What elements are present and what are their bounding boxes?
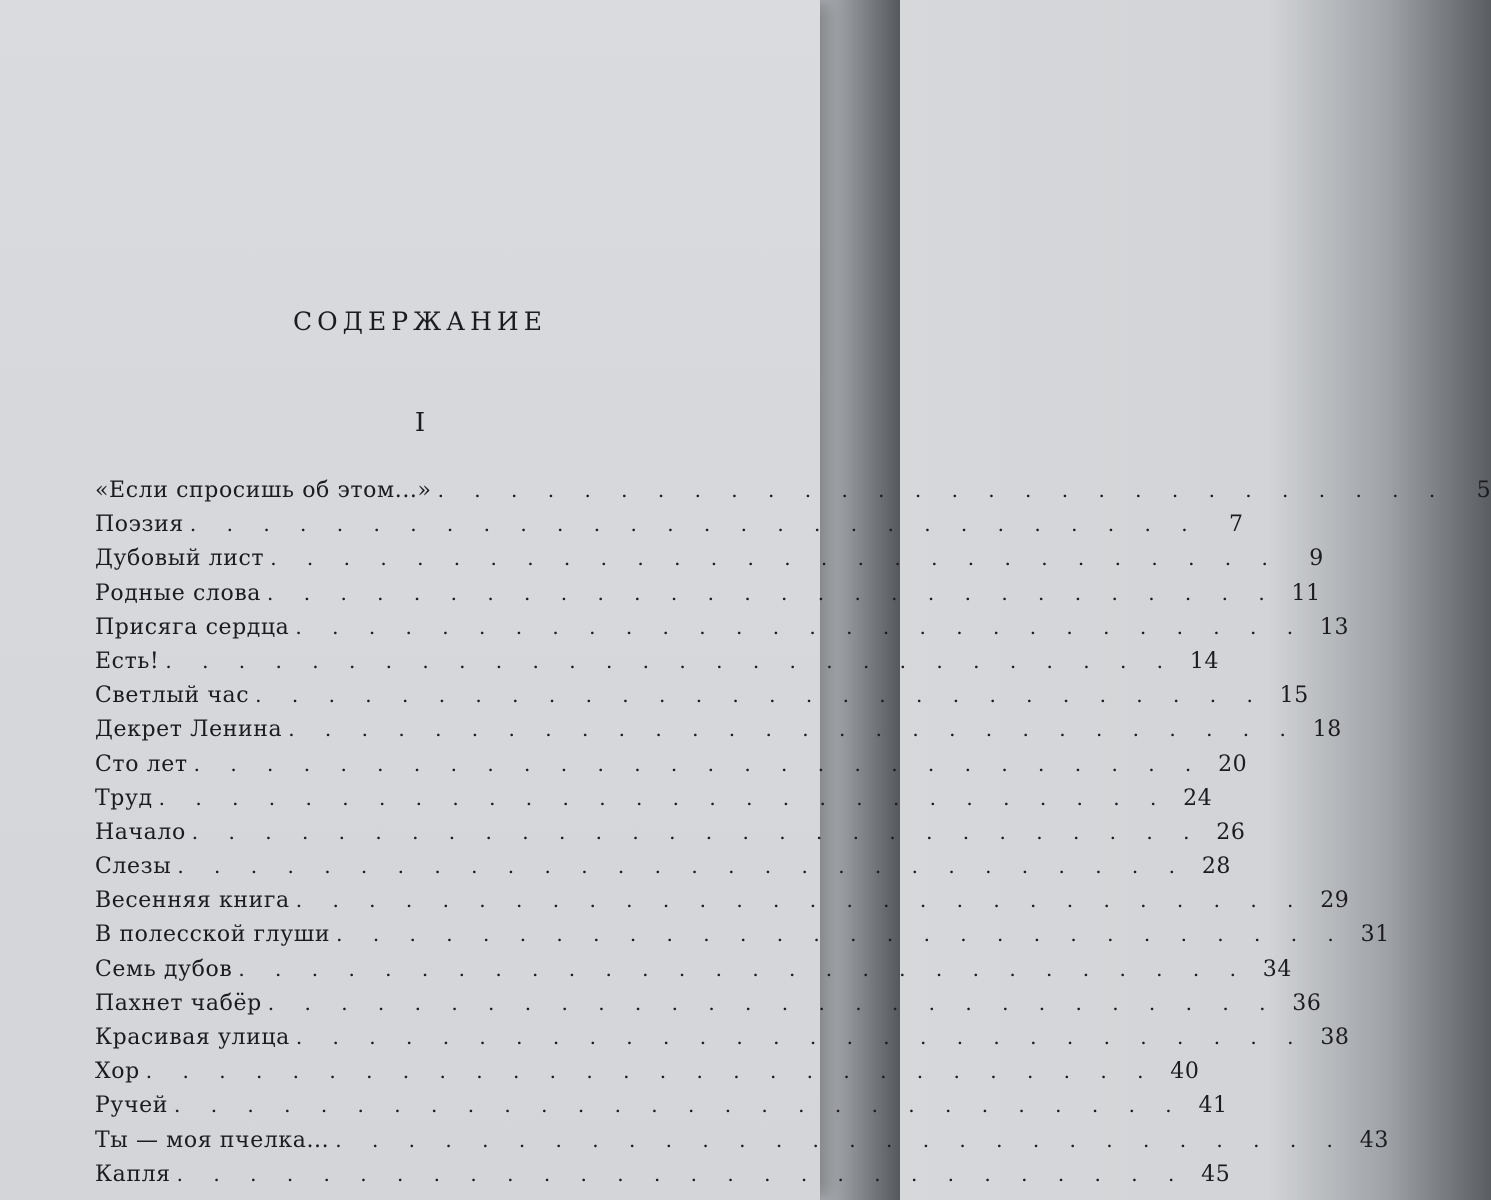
toc-entry [95,922,1390,956]
toc-entry [95,888,1350,922]
toc-entry-title: Красивая улица [95,1025,290,1050]
toc-leader-dots: . . . . . . . . . . . . . . . . . . . . . . . . . . . . [295,614,1306,639]
toc-entry-page: 29 [1320,888,1350,914]
toc-entry-title: Семь дубов [95,956,233,982]
toc-leader-dots: . . . . . . . . . . . . . . . . . . . . . . . . . . . . [267,580,1277,605]
toc-entry-page: 9 [1309,546,1324,572]
toc-entry-title: Слезы [95,854,172,880]
toc-entry [95,1059,1200,1093]
toc-entry [95,1127,1389,1162]
toc-leader-dots: . . . . . . . . . . . . . . . . . . . . . . . . . . . . [267,990,1278,1015]
toc-entry-page: 11 [1291,580,1321,606]
toc-entry-title: Дубовый лист [95,546,265,572]
section-number: I [414,408,426,438]
toc-leader-dots: . . . . . . . . . . . . . . . . . . . . . . . . . . . . [191,819,1202,844]
toc-entry [95,1161,1231,1196]
toc-entry [95,648,1220,683]
toc-entry-page: 14 [1189,648,1220,674]
toc-entry-page: 13 [1319,614,1350,640]
toc-entry-page: 41 [1198,1093,1228,1119]
toc-leader-dots: . . . . . . . . . . . . . . . . . . . . . . . . . . . . [158,785,1169,810]
toc-entry-page: 40 [1170,1059,1200,1085]
toc-entry-title: Труд [95,785,153,811]
toc-entry [95,512,1244,546]
toc-entry [95,683,1309,717]
toc-entry [95,546,1324,580]
toc-entry-title: В полесской глуши [95,922,331,948]
toc-entry-title: Декрет Ленина [95,717,283,743]
toc-leader-dots: . . . . . . . . . . . . . . . . . . . . . . . . . . . . [238,956,1248,981]
toc-entry-title: Весенняя книга [95,888,290,914]
toc-entry-page: 28 [1201,854,1232,880]
toc-leader-dots: . . . . . . . . . . . . . . . . . . . . . . . . . . . . [437,478,1448,502]
toc-entry [95,1093,1228,1127]
toc-leader-dots: . . . . . . . . . . . . . . . . . . . . . . . . . . . . [336,922,1346,947]
toc-entry-page: 31 [1360,922,1390,948]
toc-entry-title: Ручей [95,1093,168,1119]
toc-entry-title: Капля [95,1161,171,1187]
toc-entry-title: Начало [95,819,186,845]
toc-leader-dots: . . . . . . . . . . . . . . . . . . . . . . . . . . . . [176,1161,1187,1186]
toc-title: СОДЕРЖАНИЕ [293,306,547,336]
toc-leader-dots: . . . . . . . . . . . . . . . . . . . . . . . . . . . . [335,1127,1345,1152]
toc-entry-title: Есть! [95,648,160,674]
toc-entry-page: 18 [1312,717,1342,743]
toc-entry [95,614,1350,649]
toc-leader-dots: . . . . . . . . . . . . . . . . . . . . . . . . . . . . [165,648,1176,673]
toc-entry [95,990,1322,1025]
toc-entry [95,580,1321,615]
toc-entry-page: 36 [1292,990,1322,1016]
toc-leader-dots: . . . . . . . . . . . . . . . . . . . . . . . . . . . . [288,717,1298,742]
toc-entry-title: Родные слова [95,580,262,606]
toc-entry-title: Хор [95,1059,140,1085]
toc-entry-title: Сто лет [95,751,188,777]
toc-list [95,478,1491,1196]
toc-entry-page: 34 [1262,956,1292,982]
toc-entry [95,751,1248,786]
toc-entry-page: 20 [1218,751,1248,777]
toc-entry-title: «Если спросишь об этом...» [95,478,432,503]
toc-entry-page: 15 [1279,683,1309,709]
toc-leader-dots: . . . . . . . . . . . . . . . . . . . . . . . . . . . . [193,751,1204,776]
toc-entry-page: 5 [1476,478,1491,503]
toc-entry-page: 38 [1320,1025,1350,1050]
toc-entry-title: Поэзия [95,512,184,538]
toc-entry [95,717,1342,751]
toc-entry [95,854,1232,888]
toc-entry [95,1025,1350,1059]
toc-entry-page: 7 [1228,512,1244,538]
toc-leader-dots: . . . . . . . . . . . . . . . . . . . . . . . . . . . . [255,683,1265,708]
toc-entry-page: 26 [1216,819,1246,845]
toc-leader-dots: . . . . . . . . . . . . . . . . . . . . . . . . . . . . [145,1059,1156,1084]
toc-entry-page: 45 [1201,1161,1231,1187]
toc-entry [95,785,1213,820]
toc-leader-dots: . . . . . . . . . . . . . . . . . . . . . . . . . . . . [177,854,1188,879]
toc-entry [95,956,1292,991]
toc-entry-title: Ты — моя пчелка... [95,1127,330,1153]
toc-leader-dots: . . . . . . . . . . . . . . . . . . . . . . . . . . . . [173,1093,1184,1118]
toc-leader-dots: . . . . . . . . . . . . . . . . . . . . . . . . . . . . [189,512,1200,537]
toc-leader-dots: . . . . . . . . . . . . . . . . . . . . . . . . . . . . [270,546,1280,571]
toc-entry-page: 24 [1183,785,1213,811]
toc-leader-dots: . . . . . . . . . . . . . . . . . . . . . . . . . . . . [295,888,1306,913]
toc-entry-title: Присяга сердца [95,614,290,640]
toc-entry-title: Светлый час [95,683,250,709]
toc-entry-title: Пахнет чабёр [95,990,262,1016]
toc-entry-page: 43 [1359,1127,1389,1153]
toc-leader-dots: . . . . . . . . . . . . . . . . . . . . . . . . . . . . [295,1025,1306,1049]
toc-entry [95,819,1246,854]
toc-entry [95,478,1491,512]
